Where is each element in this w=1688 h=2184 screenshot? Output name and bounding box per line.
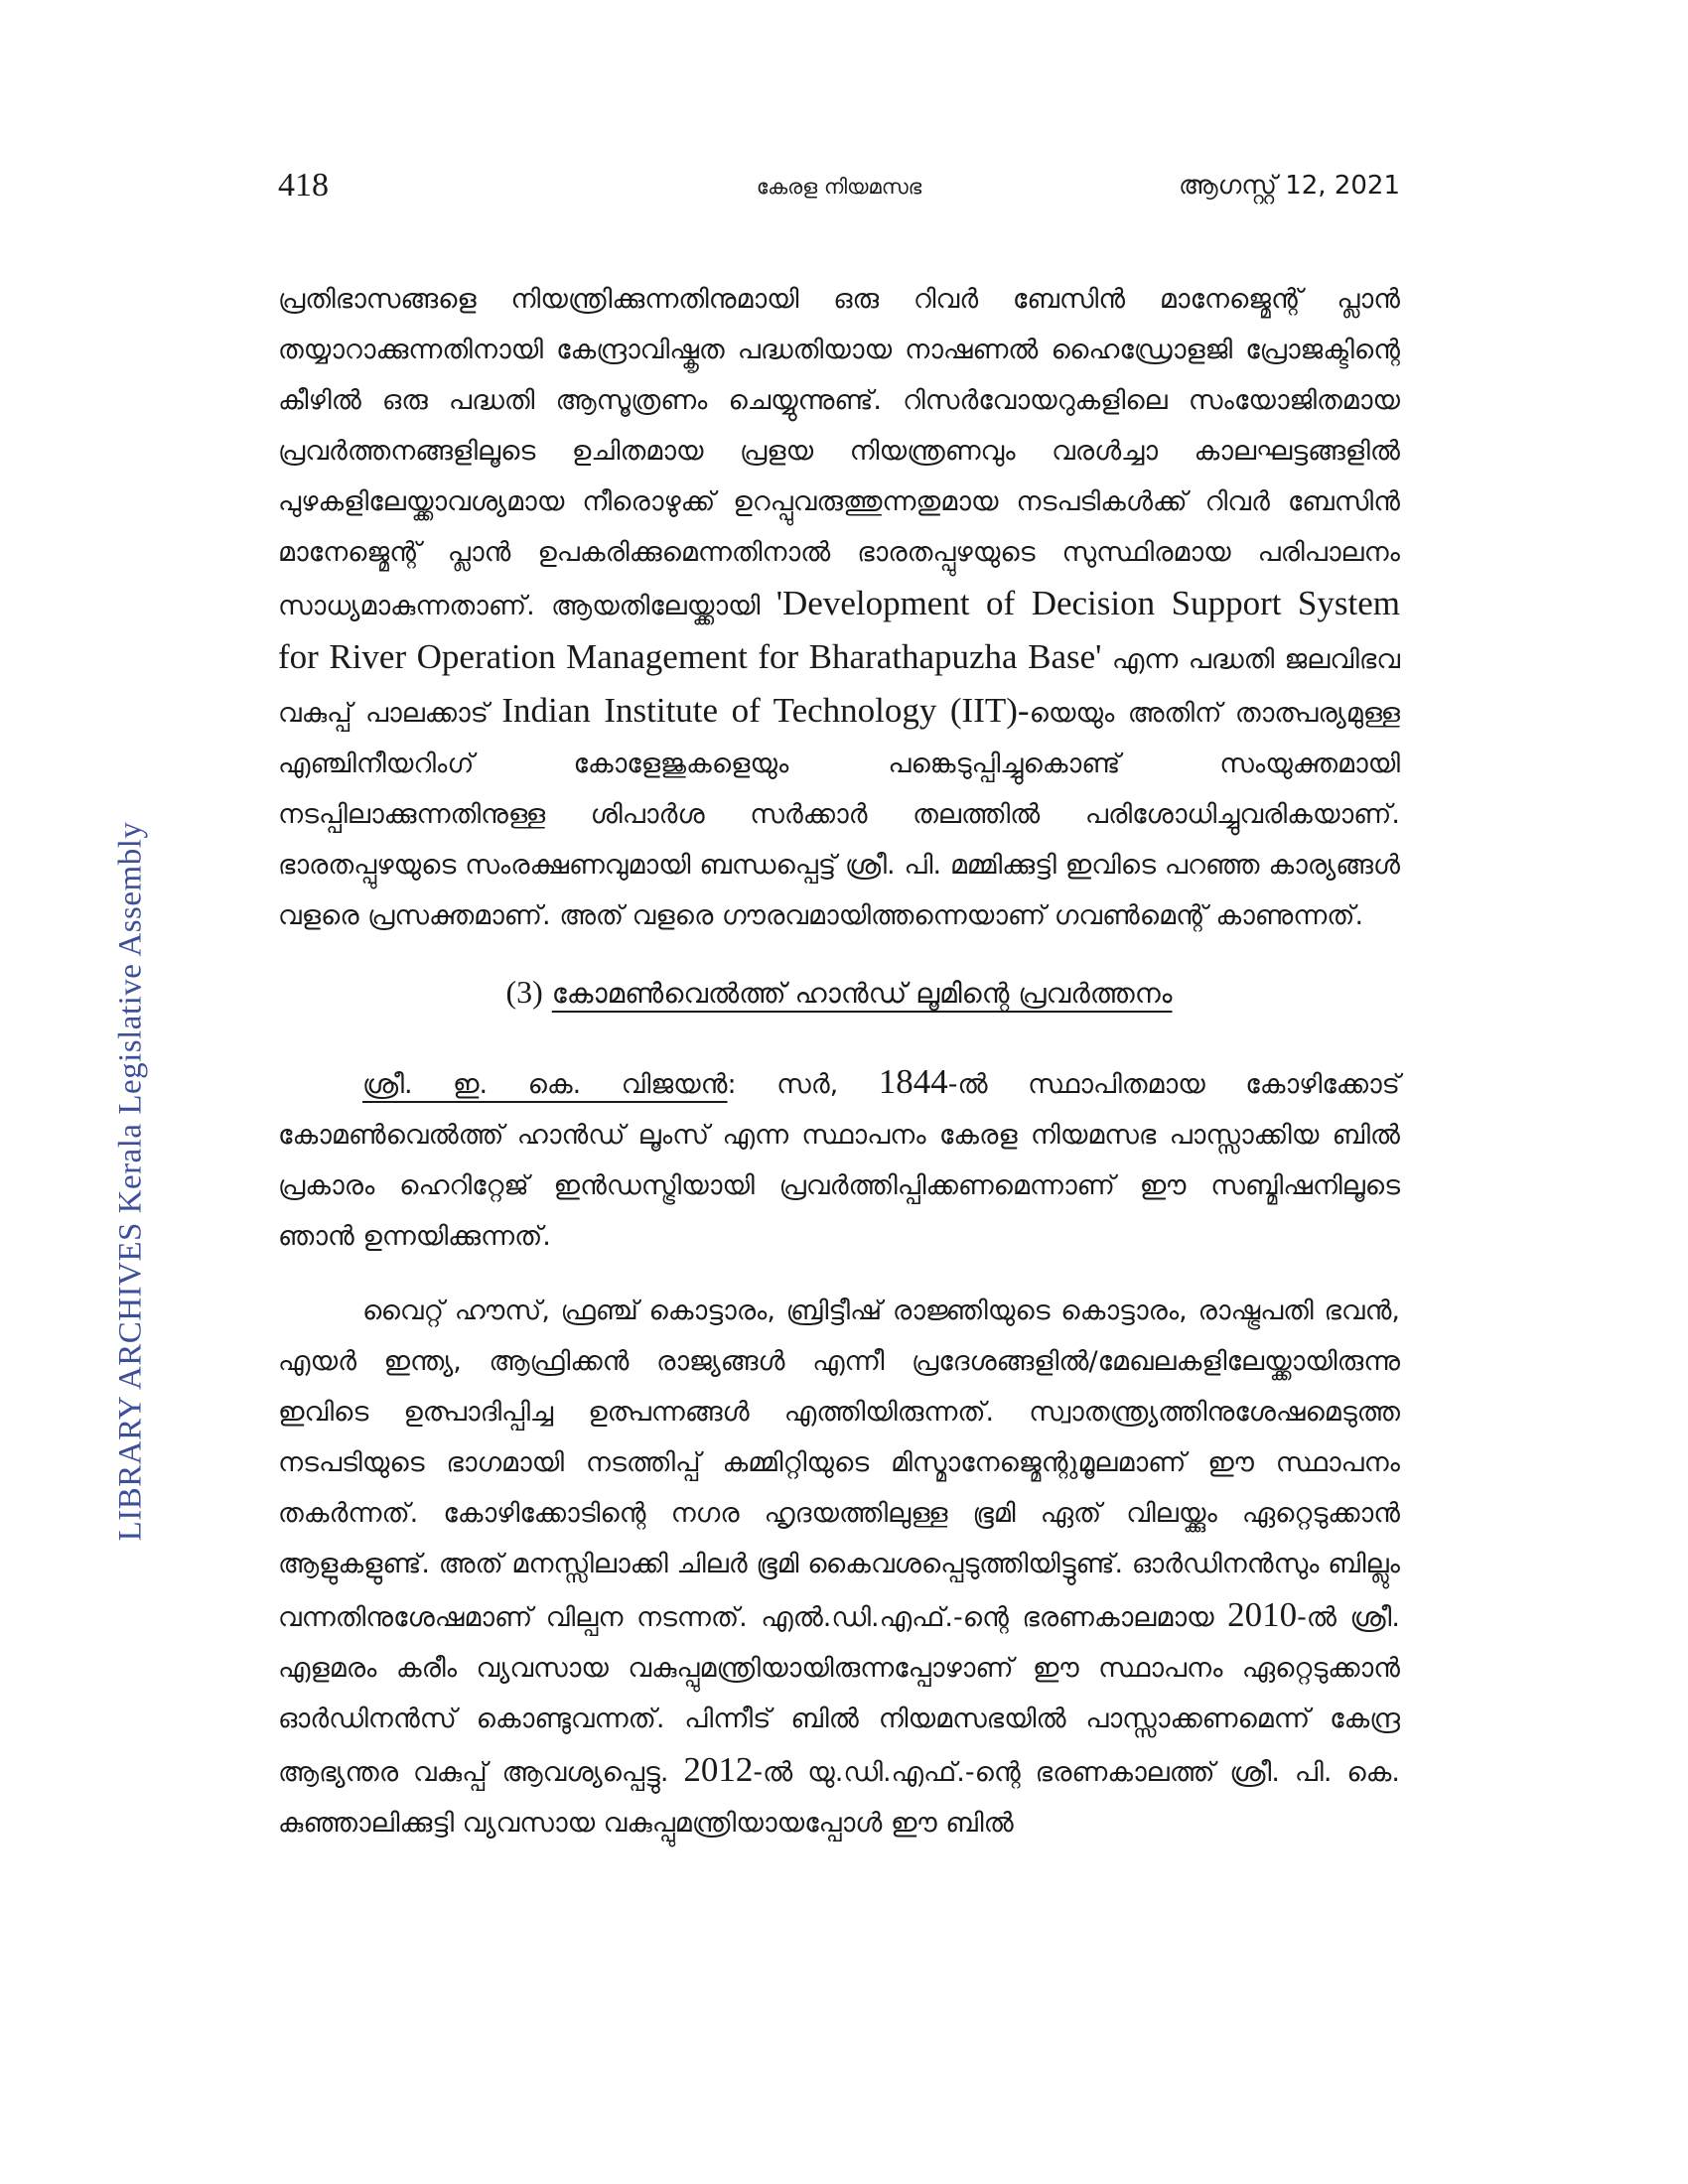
project-title-english: 'Development of Decision Support System for River Operation Management for Bharathapuzha Base' — [278, 584, 1401, 676]
archive-watermark: LIBRARY ARCHIVES Kerala Legislative Assembly — [112, 821, 149, 1542]
iit-name-english: Indian Institute of Technology (IIT)- — [501, 691, 1030, 730]
page-number: 418 — [278, 167, 329, 204]
text-run: എന്ന പദ്ധതി ജലവിഭവ വകുപ്പ് പാലക്കാട് — [278, 644, 1401, 729]
paragraph-history — [278, 1286, 1400, 1848]
text-run: -ൽ സ്ഥാപിതമായ കോഴിക്കോട് കോമൺവെൽത്ത് ഹാൻഡ് ലൂംസ് എന്ന സ്ഥാപനം കേരള നിയമസഭ പാസ്സാക്കിയ ബിൽ പ്രകാരം ഹെറിറ്റേജ് ഇൻഡസ്ട്രിയായി പ്രവർത്തിപ്പിക്കണമെന്നാണ് ഈ സബ്മിഷനിലൂടെ ഞാൻ ഉന്നയിക്കുന്നത്. — [278, 1069, 1401, 1252]
text-run: പ്രതിഭാസങ്ങളെ നിയന്ത്രിക്കുന്നതിനുമായി ഒരു റിവർ ബേസിൻ മാനേജ്മെന്റ് പ്ലാൻ തയ്യാറാക്കുന്നതിനായി കേന്ദ്രാവിഷ്കൃത പദ്ധതിയായ നാഷണൽ ഹൈഡ്രോളജി പ്രോജക്ടിന്റെ കീഴിൽ ഒരു പദ്ധതി ആസൂത്രണം ചെയ്യുന്നുണ്ട്. റിസർവോയറുകളിലെ സംയോജിതമായ പ്രവർത്തനങ്ങളിലൂടെ ഉചിതമായ പ്രളയ നിയന്ത്രണവും വരൾച്ചാ കാലഘട്ടങ്ങളിൽ പുഴകളിലേയ്ക്കാവശ്യമായ നീരൊഴുക്ക് ഉറപ്പുവരുത്തുന്നതുമായ നടപടികൾക്ക് റിവർ ബേസിൻ മാനേജ്മെന്റ് പ്ലാൻ ഉപകരിക്കുമെന്നതിനാൽ ഭാരതപ്പുഴയുടെ സുസ്ഥിരമായ പരിപാലനം സാധ്യമാകുന്നതാണ്. ആയതിലേയ്ക്കായി — [278, 284, 1400, 621]
header-date: ആഗസ്റ്റ് 12, 2021 — [1179, 171, 1400, 201]
year-number: 2012 — [683, 1750, 754, 1789]
text-run: -ൽ യു.ഡി.എഫ്.-ന്റെ ഭരണകാലത്ത് ശ്രീ. പി. കെ. കുഞ്ഞാലിക്കുട്ടി വ്യവസായ വകുപ്പുമന്ത്രിയായപ്പോൾ ഈ ബിൽ — [278, 1757, 1400, 1839]
paragraph-submission — [278, 1056, 1400, 1262]
running-title: കേരള നിയമസഭ — [756, 175, 922, 199]
page-header — [278, 167, 1400, 216]
text-run: -ൽ ശ്രീ. എളമരം കരീം വ്യവസായ വകുപ്പുമന്ത്രിയായിരുന്നപ്പോഴാണ് ഈ സ്ഥാപനം ഏറ്റെടുക്കാൻ ഓർഡിനൻസ് കൊണ്ടുവന്നത്. പിന്നീട് ബിൽ നിയമസഭയിൽ പാസ്സാക്കണമെന്ന് കേന്ദ്ര ആഭ്യന്തര വകുപ്പ് ആവശ്യപ്പെട്ടു. — [278, 1602, 1400, 1788]
speaker-name: ശ്രീ. ഇ. കെ. വിജയൻ — [362, 1069, 728, 1100]
text-run: യെയും അതിന് താത്പര്യമുള്ള എഞ്ചിനീയറിംഗ് കോളേജുകളെയും പങ്കെടുപ്പിച്ചുകൊണ്ട് സംയുക്തമായി നടപ്പിലാക്കുന്നതിനുള്ള ശിപാർശ സർക്കാർ തലത്തിൽ പരിശോധിച്ചുവരികയാണ്. ഭാരതപ്പുഴയുടെ സംരക്ഷണവുമായി ബന്ധപ്പെട്ട് ശ്രീ. പി. മമ്മിക്കുട്ടി ഇവിടെ പറഞ്ഞ കാര്യങ്ങൾ വളരെ പ്രസക്തമാണ്. അത് വളരെ ഗൗരവമായിത്തന്നെയാണ് ഗവൺമെന്റ് കാണുന്നത്. — [278, 698, 1400, 931]
text-run: വൈറ്റ് ഹൗസ്, ഫ്രഞ്ച് കൊട്ടാരം, ബ്രിട്ടീഷ് രാജ്ഞിയുടെ കൊട്ടാരം, രാഷ്ട്രപതി ഭവൻ, എയർ ഇന്ത്യ, ആഫ്രിക്കൻ രാജ്യങ്ങൾ എന്നീ പ്രദേശങ്ങളിൽ/മേഖലകളിലേയ്ക്കായിരുന്നു ഇവിടെ ഉത്പാദിപ്പിച്ച ഉത്പന്നങ്ങൾ എത്തിയിരുന്നത്. സ്വാതന്ത്ര്യത്തിനുശേഷമെടുത്ത നടപടിയുടെ ഭാഗമായി നടത്തിപ്പ് കമ്മിറ്റിയുടെ മിസ്മാനേജ്മെന്റുമൂലമാണ് ഈ സ്ഥാപനം തകർന്നത്. കോഴിക്കോടിന്റെ നഗര ഹൃദയത്തിലുള്ള ഭൂമി ഏത് വിലയ്ക്കും ഏറ്റെടുക്കാൻ ആളുകളുണ്ട്. അത് മനസ്സിലാക്കി ചിലർ ഭൂമി കൈവശപ്പെടുത്തിയിട്ടുണ്ട്. ഓർഡിനൻസും ബില്ലും വന്നതിനുശേഷമാണ് വില്പന നടന്നത്. എൽ.ഡി.എഫ്.-ന്റെ ഭരണകാലമായ — [278, 1296, 1400, 1633]
page-body — [278, 274, 1400, 1848]
section-heading — [278, 967, 1400, 1019]
year-number: 2010 — [1227, 1595, 1298, 1634]
year-number: 1844 — [878, 1062, 948, 1101]
section-number: (3) — [505, 974, 543, 1010]
paragraph-river-basin — [278, 274, 1400, 941]
section-title: കോമൺവെൽത്ത് ഹാൻഡ് ലൂമിന്റെ പ്രവർത്തനം — [551, 977, 1173, 1010]
text-run: : സർ, — [727, 1069, 839, 1100]
